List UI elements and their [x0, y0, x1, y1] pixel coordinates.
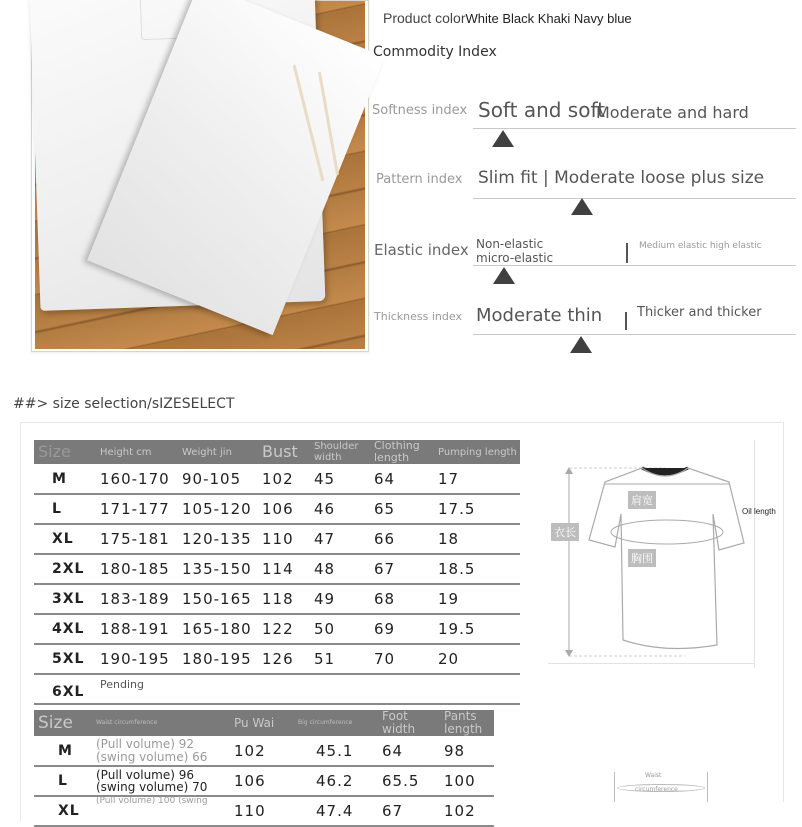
cell-pumping-length: 19: [434, 584, 520, 614]
table-row: [34, 796, 494, 826]
header-pu-wai: Pu Wai: [234, 715, 275, 730]
cell-pumping-length: 18.5: [434, 554, 520, 584]
cell-weight: 120-135: [178, 524, 258, 554]
cell-waist: (Pull volume) 92 (swing volume) 66: [92, 736, 230, 766]
cell-weight: [178, 674, 258, 704]
cell-bust: 126: [258, 644, 310, 674]
pattern-scale-line: [473, 198, 796, 199]
cell-shoulder: [310, 674, 370, 704]
cell-pu-wai: 106: [230, 766, 294, 796]
table-row: [34, 644, 520, 674]
elastic-option-medium-high: Medium elastic high elastic: [639, 241, 762, 251]
table-row: [34, 494, 520, 524]
header-waist: Waist circumference: [96, 718, 158, 726]
table-row: [34, 766, 494, 796]
cell-pumping-length: 17.5: [434, 494, 520, 524]
cell-weight: 105-120: [178, 494, 258, 524]
softness-option-hard: Moderate and hard: [596, 103, 749, 122]
pattern-index-label: Pattern index: [376, 172, 463, 187]
product-photo-frame: [31, 0, 369, 352]
cell-shoulder: 51: [310, 644, 370, 674]
cell-pumping-length: 20: [434, 644, 520, 674]
cell-clothing-length: 68: [370, 584, 434, 614]
cell-weight: 165-180: [178, 614, 258, 644]
cell-size: 3XL: [34, 584, 96, 614]
thickness-scale-tick: [625, 312, 627, 330]
elastic-marker-icon: [493, 267, 515, 284]
waist-label: Waist: [645, 772, 662, 779]
header-shoulder: Shoulder width: [314, 441, 359, 464]
header-clothing-length: Clothing length: [374, 439, 420, 465]
cell-clothing-length: 70: [370, 644, 434, 674]
diagram-divider: [548, 663, 754, 664]
cell-size: L: [34, 494, 96, 524]
cell-weight: 90-105: [178, 464, 258, 494]
cell-foot-width: 64: [378, 736, 440, 766]
softness-index-label: Softness index: [372, 103, 468, 118]
cell-height: 160-170: [96, 464, 178, 494]
cell-shoulder: 47: [310, 524, 370, 554]
cell-pumping-length: 17: [434, 464, 520, 494]
pattern-marker-icon: [571, 198, 593, 215]
cell-bust: 118: [258, 584, 310, 614]
cell-height: 180-185: [96, 554, 178, 584]
top-size-table: [34, 440, 520, 705]
cell-size: 4XL: [34, 614, 96, 644]
cell-clothing-length: 65: [370, 494, 434, 524]
table-row: [34, 464, 520, 494]
softness-option-soft: Soft and soft: [478, 98, 605, 122]
cell-size: 2XL: [34, 554, 96, 584]
cell-waist: (Pull volume) 100 (swing: [92, 796, 230, 826]
cell-height: 171-177: [96, 494, 178, 524]
elastic-index-label: Elastic index: [374, 241, 469, 259]
table-row: [34, 524, 520, 554]
length-tag: 衣长: [551, 523, 579, 541]
product-color-label: Product color: [383, 10, 466, 26]
softness-scale-line: [473, 128, 796, 129]
cell-shoulder: 48: [310, 554, 370, 584]
thickness-index-label: Thickness index: [374, 310, 462, 323]
thickness-index-row: [370, 300, 800, 360]
cell-big-circumference: 47.4: [294, 796, 378, 826]
thickness-option-thick: Thicker and thicker: [637, 305, 762, 320]
cell-height: 190-195: [96, 644, 178, 674]
header-big-circumference: Big circumference: [298, 718, 353, 726]
softness-index-row: [370, 92, 800, 152]
cell-pumping-length: [434, 674, 520, 704]
cell-big-circumference: 45.1: [294, 736, 378, 766]
cell-size: M: [34, 464, 96, 494]
circumference-label: circumference: [635, 786, 678, 793]
shoulder-width-tag: 肩宽: [628, 491, 656, 509]
cell-shoulder: 45: [310, 464, 370, 494]
cell-clothing-length: [370, 674, 434, 704]
cell-size: M: [34, 736, 92, 766]
header-pants-length: Pants length: [444, 709, 483, 737]
elastic-scale-tick: [626, 243, 628, 263]
cell-big-circumference: 46.2: [294, 766, 378, 796]
cell-weight: 180-195: [178, 644, 258, 674]
cell-shoulder: 46: [310, 494, 370, 524]
cell-bust: 102: [258, 464, 310, 494]
cell-pending: Pending: [96, 674, 178, 704]
cell-size: 6XL: [34, 674, 96, 704]
cell-clothing-length: 66: [370, 524, 434, 554]
cell-clothing-length: 69: [370, 614, 434, 644]
cell-size: XL: [34, 524, 96, 554]
cell-foot-width: 67: [378, 796, 440, 826]
header-foot-width: Foot width: [382, 709, 416, 737]
pants-size-table: [34, 710, 494, 827]
cell-waist: (Pull volume) 96 (swing volume) 70: [92, 766, 230, 796]
pants-table-header-row: [34, 710, 494, 736]
softness-marker-icon: [492, 130, 514, 147]
elastic-index-row: [370, 236, 800, 296]
header-size: Size: [38, 712, 73, 733]
cell-pu-wai: 110: [230, 796, 294, 826]
cell-pu-wai: 102: [230, 736, 294, 766]
header-weight: Weight jin: [182, 446, 232, 458]
elastic-option-non: Non-elastic: [476, 237, 544, 251]
card-edge: [783, 422, 784, 802]
cell-size: L: [34, 766, 92, 796]
pattern-options-text: Slim fit | Moderate loose plus size: [478, 168, 765, 188]
cell-height: 183-189: [96, 584, 178, 614]
cell-bust: [258, 674, 310, 704]
header-height: Height cm: [100, 446, 152, 458]
thickness-scale-line: [473, 334, 796, 335]
cell-pumping-length: 19.5: [434, 614, 520, 644]
product-photo: [35, 1, 365, 349]
commodity-index-title: Commodity Index: [373, 44, 497, 60]
pants-measurement-diagram: [614, 772, 708, 802]
product-color-line: [383, 10, 632, 27]
cell-pants-length: 102: [440, 796, 494, 826]
cell-shoulder: 49: [310, 584, 370, 614]
top-table-header-row: [34, 440, 520, 464]
cell-pants-length: 98: [440, 736, 494, 766]
size-selection-heading: ##> size selection/sIZESELECT: [13, 396, 235, 412]
thickness-marker-icon: [570, 336, 592, 353]
cell-clothing-length: 64: [370, 464, 434, 494]
cell-bust: 110: [258, 524, 310, 554]
cell-bust: 122: [258, 614, 310, 644]
table-row: [34, 674, 520, 704]
cell-weight: 135-150: [178, 554, 258, 584]
cell-pumping-length: 18: [434, 524, 520, 554]
pattern-index-row: [370, 162, 800, 222]
product-color-values: White Black Khaki Navy blue: [465, 11, 632, 26]
cell-size: 5XL: [34, 644, 96, 674]
header-bust: Bust: [262, 442, 298, 462]
table-row: [34, 736, 494, 766]
shirt-measurement-diagram: [545, 440, 755, 668]
cell-clothing-length: 67: [370, 554, 434, 584]
cell-height: 188-191: [96, 614, 178, 644]
header-pumping-length: Pumping length: [438, 446, 517, 458]
cell-pants-length: 100: [440, 766, 494, 796]
header-size: Size: [38, 442, 71, 462]
cell-bust: 106: [258, 494, 310, 524]
cell-shoulder: 50: [310, 614, 370, 644]
elastic-scale-line: [473, 265, 796, 266]
thickness-option-thin: Moderate thin: [476, 305, 603, 326]
cell-height: 175-181: [96, 524, 178, 554]
cell-size: XL: [34, 796, 92, 826]
cell-bust: 114: [258, 554, 310, 584]
cell-foot-width: 65.5: [378, 766, 440, 796]
table-row: [34, 584, 520, 614]
elastic-option-micro: micro-elastic: [476, 251, 554, 265]
chest-tag: 胸围: [628, 549, 656, 567]
cell-weight: 150-165: [178, 584, 258, 614]
table-row: [34, 614, 520, 644]
oil-length-label: Oil length: [742, 507, 776, 516]
table-row: [34, 554, 520, 584]
